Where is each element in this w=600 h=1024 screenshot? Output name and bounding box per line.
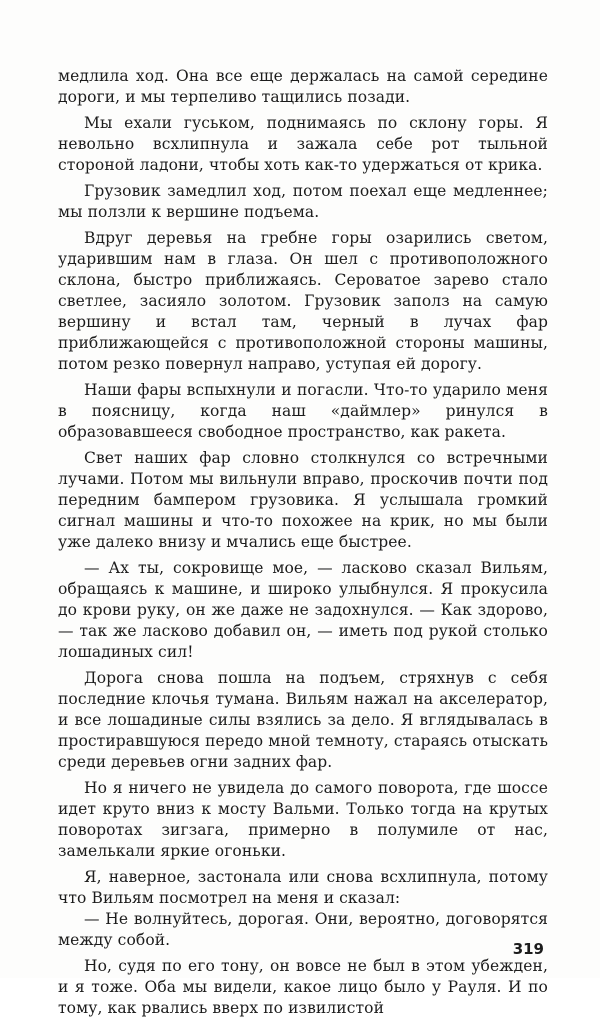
paragraph-2: Мы ехали гуськом, поднимаясь по склону горы. Я невольно всхлипнула и зажала себе рот тыльной стороной ладони, чтобы хоть как-то удержаться от крика. <box>58 114 548 174</box>
paragraph-10: Я, наверное, застонала или снова всхлипнула, потому что Вильям посмотрел на меня и сказал: <box>58 868 548 907</box>
page-number: 319 <box>512 940 544 958</box>
paragraph-6: Свет наших фар словно столкнулся со встречными лучами. Потом мы вильнули вправо, проскочив почти под передним бампером грузовика. Я услышала громкий сигнал машины и что-то похожее на крик, но мы были уже далеко внизу и мчались еще быстрее. <box>58 449 548 551</box>
paragraph-4: Вдруг деревья на гребне горы озарились светом, ударившим нам в глаза. Он шел с противоположного склона, быстро приближаясь. Сероватое зарево стало светлее, засияло золотом. Грузовик заполз на самую вершину и встал там, черный в лучах фар приближающейся с противоположной стороны машины, потом резко повернул направо, уступая ей дорогу. <box>58 229 548 373</box>
paragraph-8: Дорога снова пошла на подъем, стряхнув с себя последние клочья тумана. Вильям нажал на акселератор, и все лошадиные силы взялись за дело. Я вглядывалась в простиравшуюся передо мной темноту, стараясь отыскать среди деревьев огни задних фар. <box>58 669 548 771</box>
paragraph-11: — Не волнуйтесь, дорогая. Они, вероятно, договорятся между собой. <box>58 910 548 949</box>
paragraph-3: Грузовик замедлил ход, потом поехал еще медленнее; мы ползли к вершине подъема. <box>58 182 548 221</box>
page-text <box>58 66 548 1024</box>
paragraph-1: медлила ход. Она все еще держалась на самой середине дороги, и мы терпеливо тащились позади. <box>58 67 548 106</box>
paragraph-9: Но я ничего не увидела до самого поворота, где шоссе идет круто вниз к мосту Вальми. Только тогда на крутых поворотах зигзага, примерно в полумиле от нас, замелькали яркие огоньки. <box>58 779 548 860</box>
paragraph-7: — Ах ты, сокровище мое, — ласково сказал Вильям, обращаясь к машине, и широко улыбнулся. Я прокусила до крови руку, он же даже не задохнулся. — Как здорово, — так же ласково добавил он, — иметь под рукой столько лошадиных сил! <box>58 559 548 661</box>
paragraph-12: Но, судя по его тону, он вовсе не был в этом убежден, и я тоже. Оба мы видели, какое лицо было у Рауля. И по тому, как рвались вверх по извилистой <box>58 957 548 1017</box>
paragraph-5: Наши фары вспыхнули и погасли. Что-то ударило меня в поясницу, когда наш «даймлер» ринулся в образовавшееся свободное пространство, как ракета. <box>58 381 548 441</box>
